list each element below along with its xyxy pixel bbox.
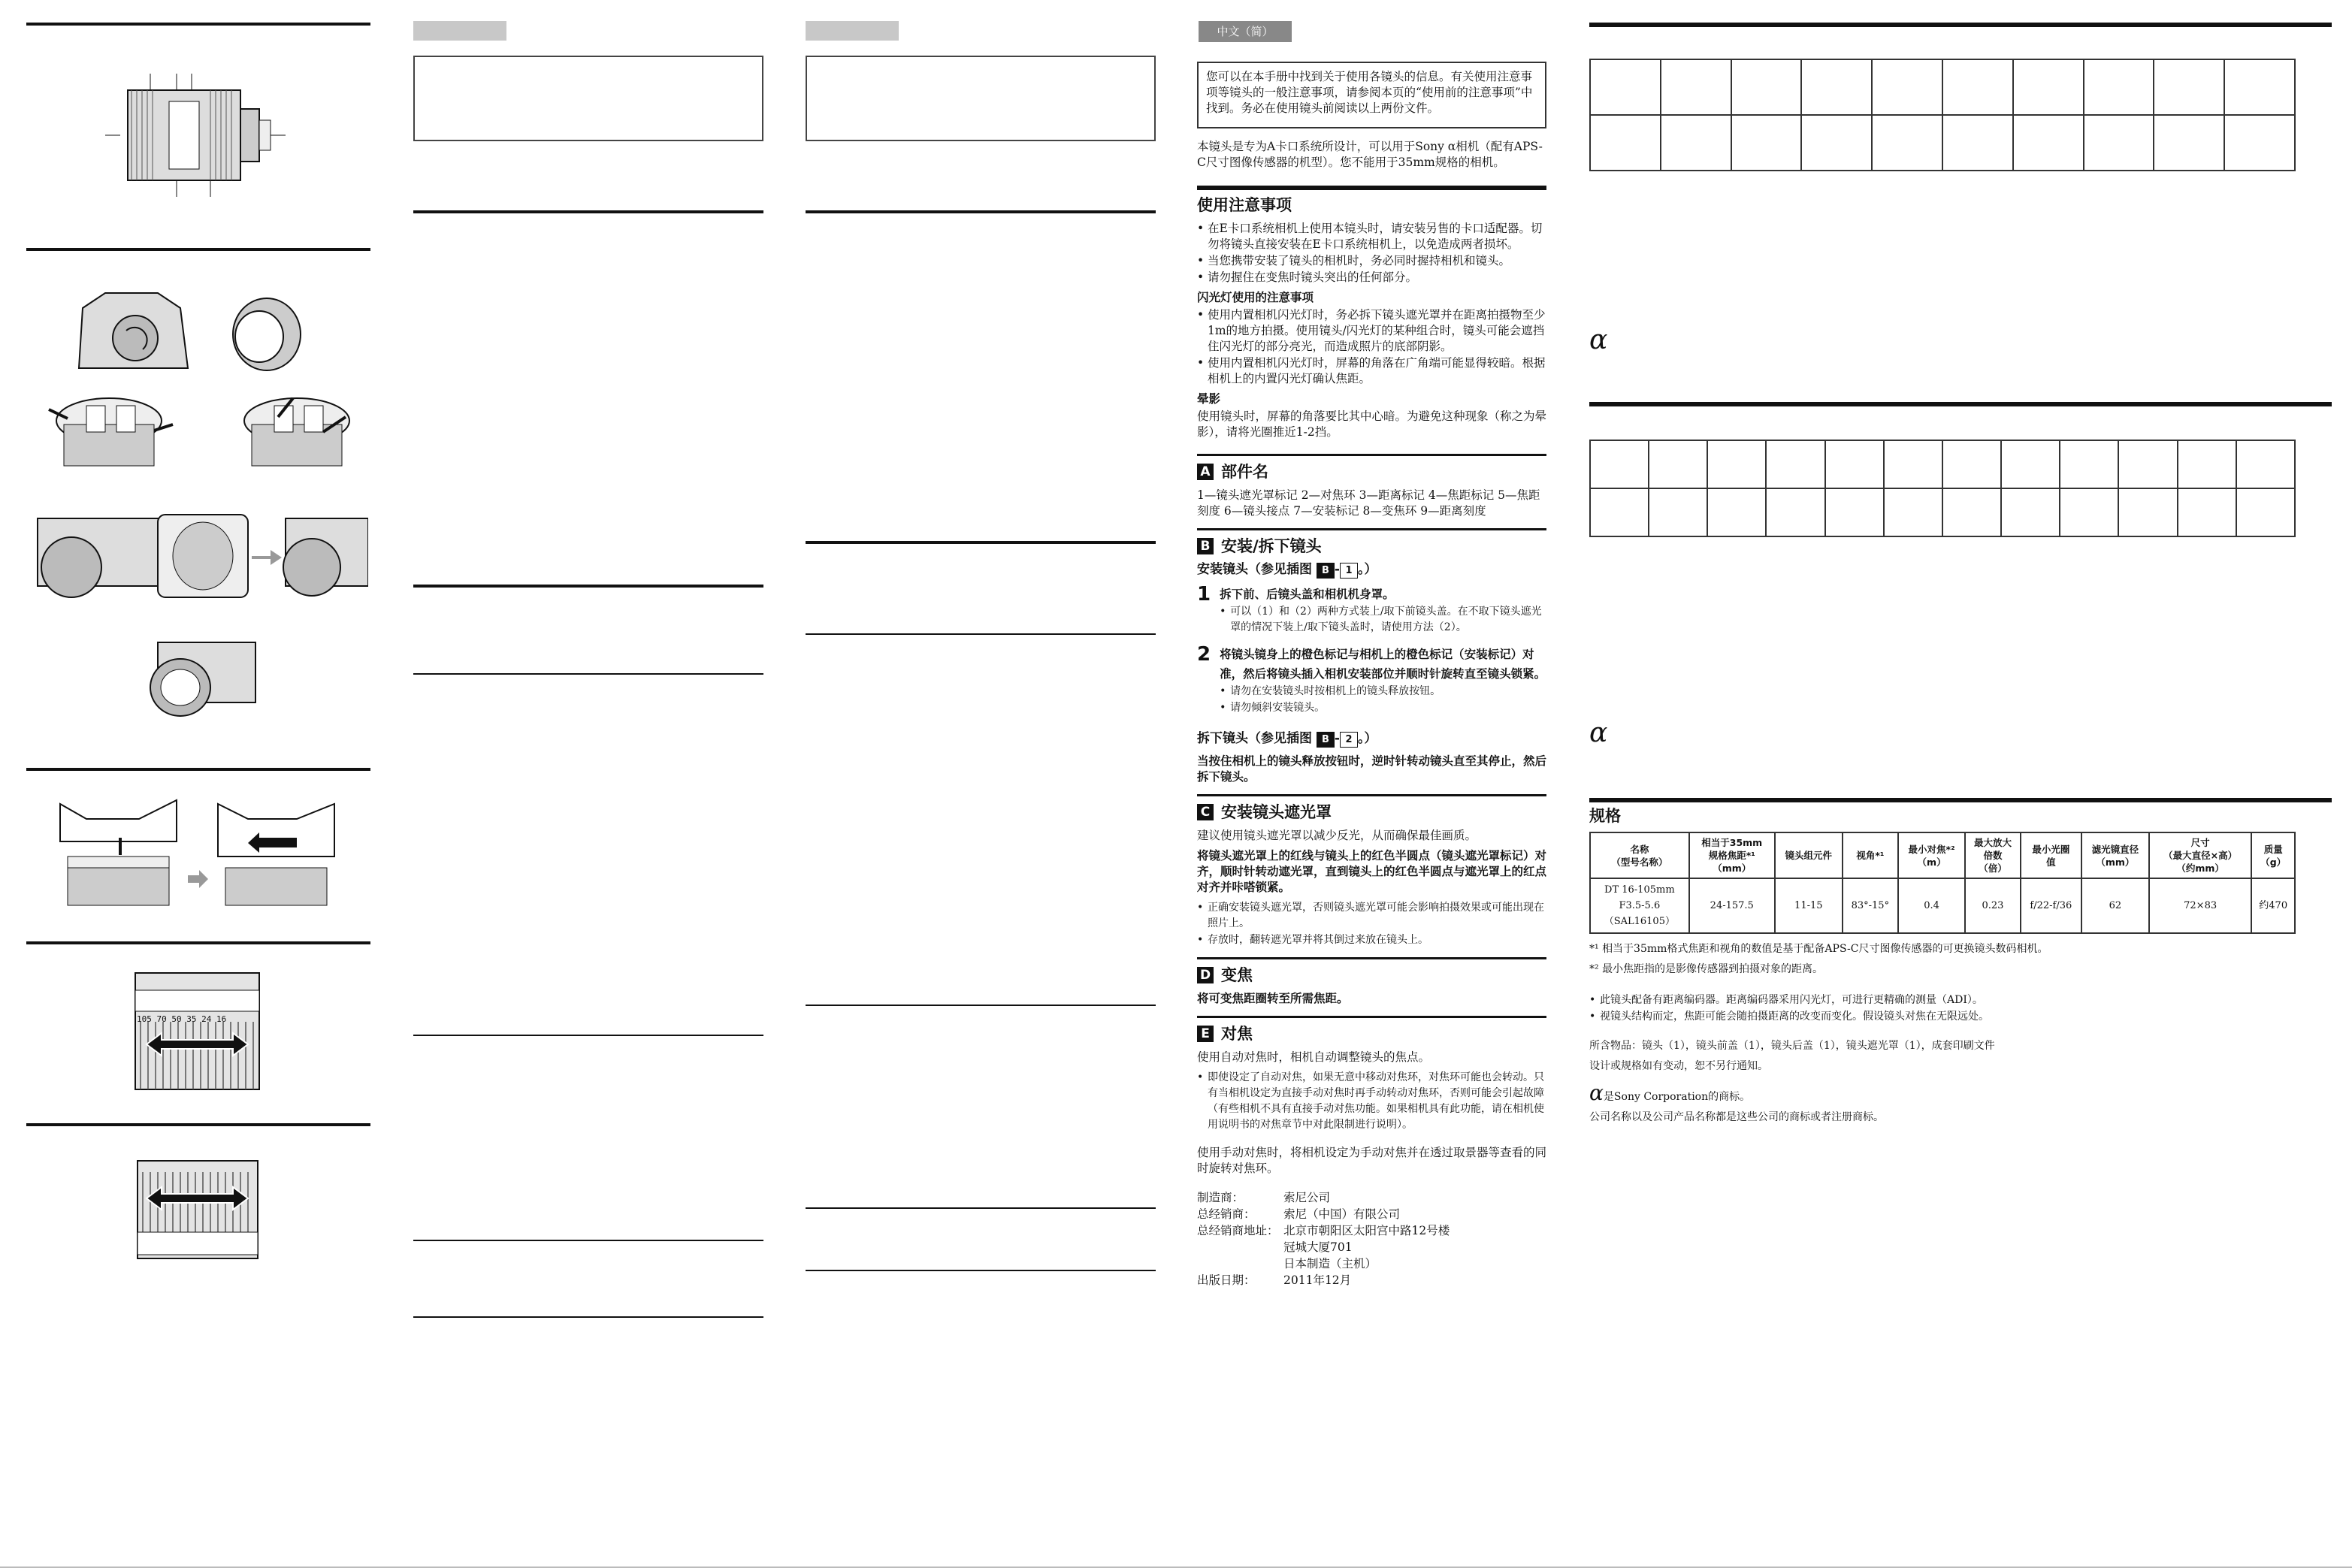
spec-cell: f/22-f/36 — [2021, 878, 2081, 933]
spec-header: 相当于35mm 规格焦距*¹ （mm） — [1689, 832, 1775, 878]
spec-section — [1589, 808, 2296, 1130]
mount-lens-figure — [30, 511, 368, 601]
spec-cell: 0.23 — [1965, 878, 2021, 933]
list-item: • 使用内置相机闪光灯时，屏幕的角落在广角端可能显得较暗。根据相机上的内置闪光灯确认焦距。 — [1197, 355, 1546, 387]
footnote-1: *¹ 相当于35mm格式焦距和视角的数值是基于配备APS-C尺寸图像传感器的可更换镜头数码相机。 — [1589, 943, 2048, 955]
list-item: • 视镜头结构而定，焦距可能会随拍摄距离的改变而变化。假设镜头对焦在无限远处。 — [1589, 1009, 2296, 1025]
section-a — [1197, 454, 1546, 519]
spec-header: 镜头组元件 — [1775, 832, 1843, 878]
empty-spec-table-2 — [1589, 440, 2296, 537]
alpha-logo-3: α — [1589, 1080, 1604, 1105]
chinese-column — [1197, 62, 1546, 1289]
lang-tab-empty-2 — [806, 21, 899, 41]
trademark-line-1: α是Sony Corporation的商标。 — [1589, 1080, 1751, 1105]
section-d-title: 变焦 — [1221, 965, 1253, 984]
spec-cell: 83°-15° — [1843, 878, 1898, 933]
col3-rule-4 — [806, 1005, 1156, 1006]
section-b-title: 安装/拆下镜头 — [1221, 536, 1322, 555]
list-item: • 请勿握住在变焦时镜头突出的任何部分。 — [1197, 270, 1546, 286]
notice-text: 您可以在本手册中找到关于使用各镜头的信息。有关使用注意事项等镜头的一般注意事项，请参阅本页的“使用前的注意事项”中找到。务必在使用镜头前阅读以上两份文件。 — [1206, 70, 1533, 115]
zoom-scale-label: 105 70 50 35 24 16 — [137, 1014, 227, 1024]
spec-table — [1589, 832, 2296, 934]
spec-cell: 约470 — [2251, 878, 2295, 933]
parts-list-text: 1—镜头遮光罩标记 2—对焦环 3—距离标记 4—焦距标记 5—焦距刻度 6—镜头接点 7—安装标记 8—变焦环 9—距离刻度 — [1197, 488, 1540, 518]
figure-rule-c — [26, 768, 370, 771]
spec-title: 规格 — [1589, 807, 1621, 825]
spec-rule-top-1 — [1589, 23, 2332, 27]
lang-tab-chinese: 中文（简） — [1199, 21, 1292, 42]
trademark-line-2: 公司名称以及公司产品名称都是这些公司的商标或者注册商标。 — [1589, 1111, 1884, 1123]
col2-rule-4 — [413, 1035, 763, 1036]
lang-tab-empty-1 — [413, 21, 506, 41]
spec-cell: 72×83 — [2149, 878, 2252, 933]
col3-rule-2 — [806, 541, 1156, 544]
vignette-text: 使用镜头时，屏幕的角落要比其中心暗。为避免这种现象（称之为晕影），请将光圈推近1-2挡。 — [1197, 409, 1547, 439]
focus-ring-figure — [132, 1157, 263, 1262]
figure-rule-b — [26, 248, 370, 251]
list-item: • 请勿倾斜安装镜头。 — [1220, 700, 1546, 716]
col2-rule-1 — [413, 210, 763, 213]
zoom-ring-figure — [132, 969, 263, 1093]
list-item: • 使用内置相机闪光灯时，务必拆下镜头遮光罩并在距离拍摄物至少1m的地方拍摄。使用镜头/闪光灯的某种组合时，镜头可能会遮挡住闪光灯的部分亮光，而造成照片的底部阴影。 — [1197, 307, 1546, 355]
list-item: • 当您携带安装了镜头的相机时，务必同时握持相机和镜头。 — [1197, 253, 1546, 269]
precautions-list — [1197, 221, 1546, 286]
spec-cell: 0.4 — [1898, 878, 1965, 933]
spec-header: 质量 （g） — [2251, 832, 2295, 878]
figure-rule-d — [26, 941, 370, 944]
spec-cell: 11-15 — [1775, 878, 1843, 933]
step-1: 1 拆下前、后镜头盖和相机机身罩。 • 可以（1）和（2）两种方式装上/取下前镜头盖。在不取下镜头遮光罩的情况下装上/取下镜头盖时，请使用方法（2）。 — [1197, 585, 1546, 640]
list-item: • 在E卡口系统相机上使用本镜头时，请安装另售的卡口适配器。切勿将镜头直接安装在E卡口系统相机上，以免造成两者损坏。 — [1197, 221, 1546, 252]
col2-rule-2 — [413, 585, 763, 588]
col2-rule-6 — [413, 1316, 763, 1318]
hood-attach-figure — [56, 796, 357, 909]
spec-header: 最小光圈 值 — [2021, 832, 2081, 878]
section-b — [1197, 528, 1546, 785]
zoom-text: 将可变焦距圈转至所需焦距。 — [1197, 992, 1349, 1005]
list-item: • 存放时，翻转遮光罩并将其倒过来放在镜头上。 — [1197, 932, 1546, 948]
manufacturer-info: 制造商： 索尼公司 总经销商： 索尼（中国）有限公司 总经销商地址： 北京市朝阳区太阳宫中路12号楼 冠城大厦701 日本制造（主机） 出版日期： 2011年12月 — [1197, 1191, 1450, 1287]
spec-cell: 62 — [2081, 878, 2149, 933]
camera-body-cap-figure — [75, 278, 323, 376]
intro-text: 本镜头是专为A卡口系统所设计，可以用于Sony α相机（配有APS-C尺寸图像传感器的机型）。您不能用于35mm规格的相机。 — [1197, 140, 1543, 169]
flash-title: 闪光灯使用的注意事项 — [1197, 291, 1314, 304]
footnote-2: *² 最小焦距指的是影像传感器到拍摄对象的距离。 — [1589, 963, 1824, 975]
detach-title: 拆下镜头（参见插图 B - 2 。） — [1197, 731, 1377, 746]
section-letter-c: C — [1197, 804, 1214, 820]
spec-header: 尺寸 （最大直径×高） （约mm） — [2149, 832, 2252, 878]
spec-header: 最小对焦*² （m） — [1898, 832, 1965, 878]
release-lens-figure — [143, 639, 263, 721]
empty-spec-table-1 — [1589, 59, 2296, 171]
spec-header: 视角*¹ — [1843, 832, 1898, 878]
section-letter-e: E — [1197, 1026, 1214, 1042]
section-a-title: 部件名 — [1221, 462, 1268, 481]
precautions-section — [1197, 186, 1546, 440]
list-item: • 正确安装镜头遮光罩，否则镜头遮光罩可能会影响拍摄效果或可能出现在照片上。 — [1197, 900, 1546, 932]
list-item: • 此镜头配备有距离编码器。距离编码器采用闪光灯，可进行更精确的测量（ADI）。 — [1589, 992, 2296, 1008]
col2-rule-5 — [413, 1240, 763, 1241]
focus-text: 使用自动对焦时，相机自动调整镜头的焦点。 — [1197, 1050, 1431, 1064]
section-e-title: 对焦 — [1221, 1024, 1253, 1043]
section-d — [1197, 957, 1546, 1007]
section-letter-b: B — [1197, 538, 1214, 554]
lens-cap-figure — [45, 387, 361, 470]
list-item: • 即使设定了自动对焦，如果无意中移动对焦环，对焦环可能也会转动。只有当相机设定为直接手动对焦时再手动转动对焦环，否则可能会引起故障（有些相机不具有直接手动对焦功能。如果相机具有此功能，请在相机使用说明书的对焦章节中对此限制进行说明）。 — [1197, 1070, 1546, 1133]
hood-bold-text: 将镜头遮光罩上的红线与镜头上的红色半圆点（镜头遮光罩标记）对齐，顺时针转动遮光罩，直到镜头上的红色半圆点与遮光罩上的红点对齐并咔嗒锁紧。 — [1197, 849, 1547, 894]
section-c-title: 安装镜头遮光罩 — [1221, 802, 1332, 821]
col2-rule-3 — [413, 673, 763, 675]
vignette-title: 晕影 — [1197, 392, 1221, 406]
step-2: 2 将镜头镜身上的橙色标记与相机上的橙色标记（安装标记）对准，然后将镜头插入相机安装部位并顺时针旋转直至镜头锁紧。 • 请勿在安装镜头时按相机上的镜头释放按钮。 • 请勿倾斜安装镜头。 — [1197, 645, 1546, 721]
notice-box-empty-2 — [806, 56, 1156, 141]
attach-title: 安装镜头（参见插图 B - 1 。） — [1197, 562, 1377, 577]
col3-rule-6 — [806, 1270, 1156, 1271]
section-letter-d: D — [1197, 967, 1214, 983]
list-item: • 可以（1）和（2）两种方式装上/取下前镜头盖。在不取下镜头遮光罩的情况下装上/取下镜头盖时，请使用方法（2）。 — [1220, 604, 1546, 636]
lens-parts-diagram — [98, 68, 293, 203]
section-e — [1197, 1016, 1546, 1177]
spec-header: 名称 （型号名称） — [1590, 832, 1689, 878]
section-letter-a: A — [1197, 464, 1214, 480]
alpha-logo-2: α — [1589, 718, 1608, 748]
spec-cell: 24-157.5 — [1689, 878, 1775, 933]
figure-rule-a — [26, 23, 370, 26]
list-item: • 请勿在安装镜头时按相机上的镜头释放按钮。 — [1220, 684, 1546, 699]
detach-text: 当按住相机上的镜头释放按钮时，逆时针转动镜头直至其停止，然后拆下镜头。 — [1197, 754, 1547, 784]
notice-box — [1197, 62, 1546, 128]
spec-rule-top-3 — [1589, 798, 2332, 802]
precautions-title: 使用注意事项 — [1197, 196, 1292, 214]
spec-header: 最大放大 倍数 （倍） — [1965, 832, 2021, 878]
hood-text: 建议使用镜头遮光罩以减少反光，从而确保最佳画质。 — [1197, 829, 1477, 842]
figure-rule-e — [26, 1123, 370, 1126]
section-c — [1197, 794, 1546, 948]
notice-box-empty-1 — [413, 56, 763, 141]
spec-header: 滤光镜直径 （mm） — [2081, 832, 2149, 878]
contents-text: 所含物品：镜头（1），镜头前盖（1），镜头后盖（1），镜头遮光罩（1），成套印刷文件 — [1589, 1040, 1995, 1052]
spec-cell: DT 16-105mm F3.5-5.6 （SAL16105） — [1590, 878, 1689, 933]
col3-rule-1 — [806, 210, 1156, 213]
alpha-logo-1: α — [1589, 325, 1608, 355]
col3-rule-3 — [806, 633, 1156, 635]
col3-rule-5 — [806, 1207, 1156, 1209]
flash-list — [1197, 307, 1546, 387]
manual-focus-text: 使用手动对焦时，将相机设定为手动对焦并在透过取景器等查看的同时旋转对焦环。 — [1197, 1146, 1547, 1175]
spec-rule-top-2 — [1589, 402, 2332, 406]
change-notice: 设计或规格如有变动，恕不另行通知。 — [1589, 1060, 1768, 1072]
